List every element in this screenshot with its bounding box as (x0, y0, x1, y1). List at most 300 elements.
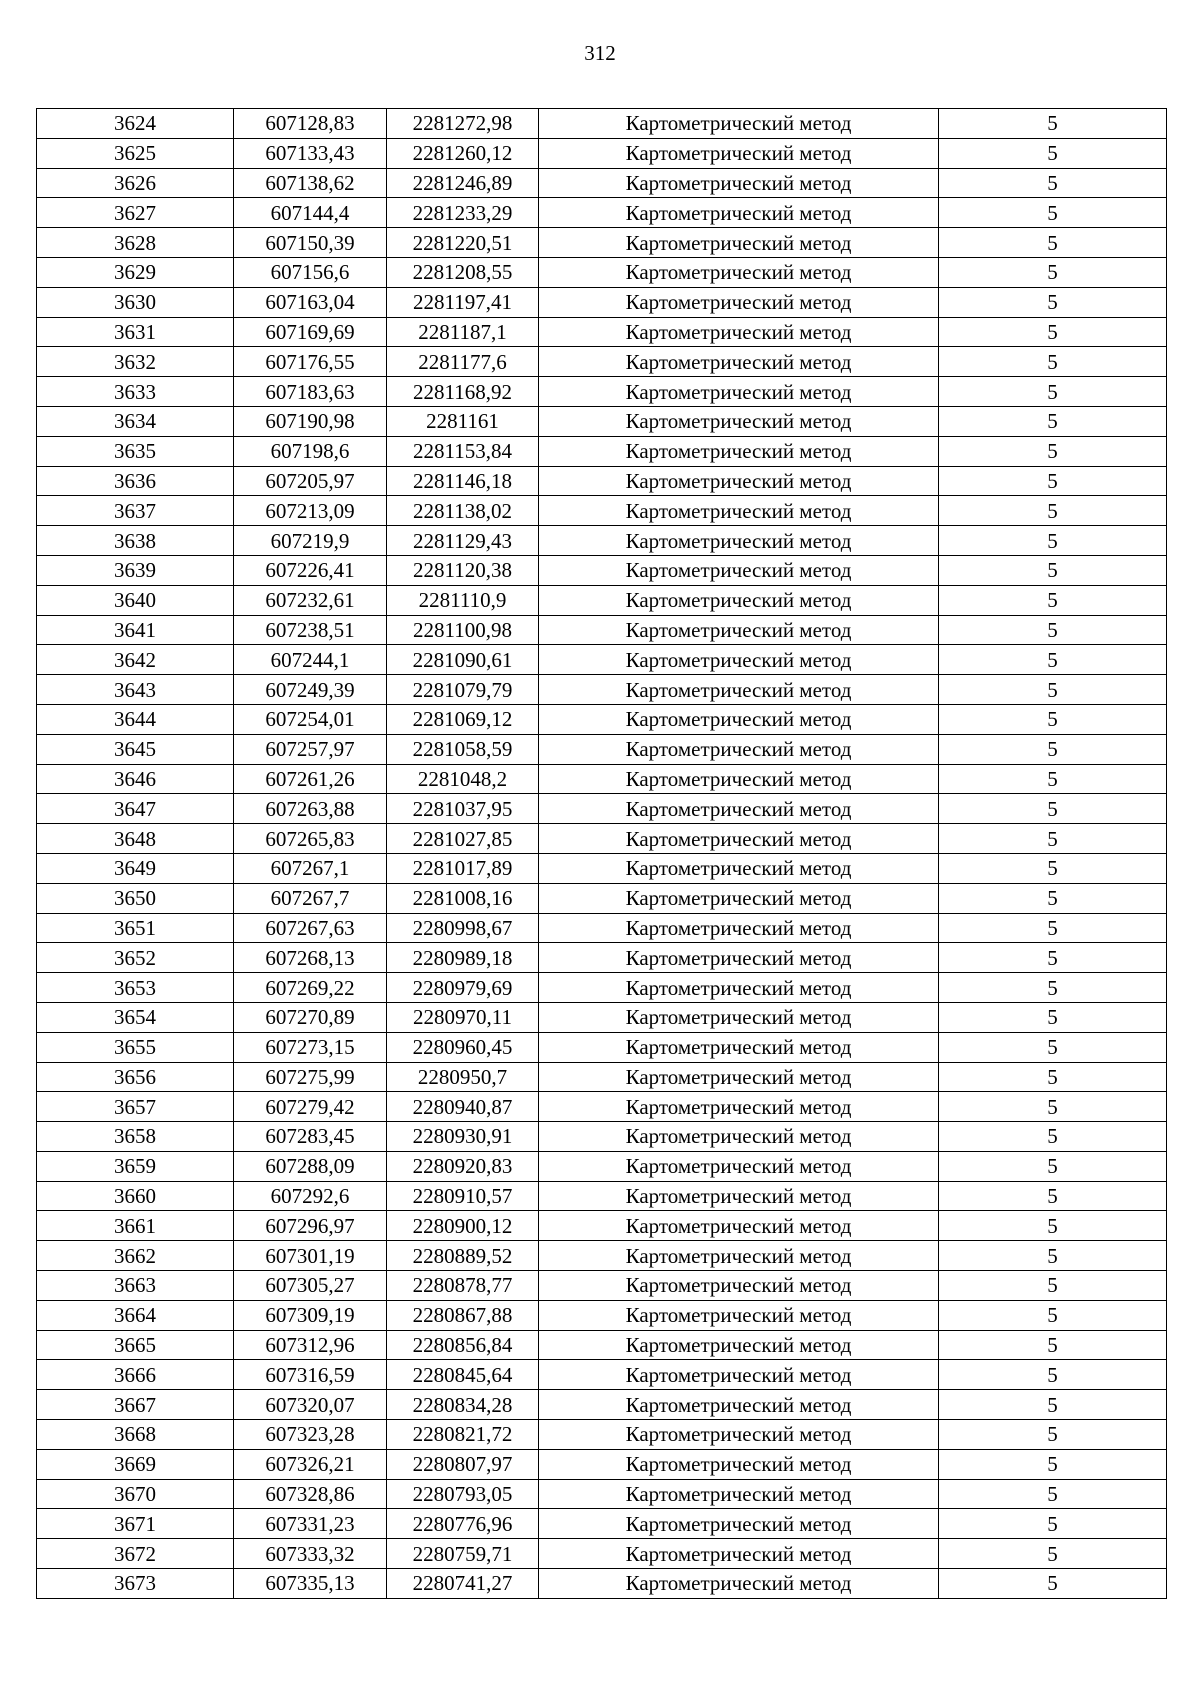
table-row (37, 1062, 1167, 1092)
y-coordinate-cell: 2281069,12 (387, 704, 539, 734)
y-coordinate-cell: 2281058,59 (387, 734, 539, 764)
y-coordinate-cell: 2281146,18 (387, 466, 539, 496)
point-number-cell: 3640 (37, 585, 234, 615)
table-row (37, 1449, 1167, 1479)
y-coordinate-cell: 2280930,91 (387, 1122, 539, 1152)
table-row (37, 317, 1167, 347)
x-coordinate-cell: 607335,13 (234, 1569, 387, 1599)
point-number-cell: 3657 (37, 1092, 234, 1122)
method-cell: Картометрический метод (539, 675, 939, 705)
method-cell: Картометрический метод (539, 615, 939, 645)
table-row (37, 645, 1167, 675)
method-cell: Картометрический метод (539, 109, 939, 139)
x-coordinate-cell: 607320,07 (234, 1390, 387, 1420)
point-number-cell: 3636 (37, 466, 234, 496)
point-number-cell: 3641 (37, 615, 234, 645)
table-row (37, 168, 1167, 198)
table-row (37, 496, 1167, 526)
table-row (37, 526, 1167, 556)
x-coordinate-cell: 607301,19 (234, 1241, 387, 1271)
point-number-cell: 3673 (37, 1569, 234, 1599)
method-cell: Картометрический метод (539, 1509, 939, 1539)
x-coordinate-cell: 607163,04 (234, 287, 387, 317)
y-coordinate-cell: 2280960,45 (387, 1032, 539, 1062)
method-cell: Картометрический метод (539, 883, 939, 913)
point-number-cell: 3627 (37, 198, 234, 228)
y-coordinate-cell: 2280776,96 (387, 1509, 539, 1539)
accuracy-cell: 5 (939, 1002, 1167, 1032)
accuracy-cell: 5 (939, 317, 1167, 347)
point-number-cell: 3666 (37, 1360, 234, 1390)
accuracy-cell: 5 (939, 704, 1167, 734)
accuracy-cell: 5 (939, 406, 1167, 436)
x-coordinate-cell: 607283,45 (234, 1122, 387, 1152)
x-coordinate-cell: 607190,98 (234, 406, 387, 436)
x-coordinate-cell: 607267,7 (234, 883, 387, 913)
x-coordinate-cell: 607249,39 (234, 675, 387, 705)
point-number-cell: 3664 (37, 1300, 234, 1330)
table-row (37, 704, 1167, 734)
point-number-cell: 3669 (37, 1449, 234, 1479)
method-cell: Картометрический метод (539, 496, 939, 526)
accuracy-cell: 5 (939, 1151, 1167, 1181)
table-row (37, 1241, 1167, 1271)
accuracy-cell: 5 (939, 228, 1167, 258)
method-cell: Картометрический метод (539, 555, 939, 585)
point-number-cell: 3660 (37, 1181, 234, 1211)
y-coordinate-cell: 2280856,84 (387, 1330, 539, 1360)
method-cell: Картометрический метод (539, 1330, 939, 1360)
method-cell: Картометрический метод (539, 1211, 939, 1241)
x-coordinate-cell: 607292,6 (234, 1181, 387, 1211)
x-coordinate-cell: 607312,96 (234, 1330, 387, 1360)
method-cell: Картометрический метод (539, 377, 939, 407)
method-cell: Картометрический метод (539, 824, 939, 854)
accuracy-cell: 5 (939, 883, 1167, 913)
table-row (37, 287, 1167, 317)
point-number-cell: 3668 (37, 1420, 234, 1450)
point-number-cell: 3649 (37, 853, 234, 883)
point-number-cell: 3667 (37, 1390, 234, 1420)
x-coordinate-cell: 607261,26 (234, 764, 387, 794)
x-coordinate-cell: 607331,23 (234, 1509, 387, 1539)
accuracy-cell: 5 (939, 1241, 1167, 1271)
point-number-cell: 3628 (37, 228, 234, 258)
point-number-cell: 3650 (37, 883, 234, 913)
y-coordinate-cell: 2281090,61 (387, 645, 539, 675)
y-coordinate-cell: 2280759,71 (387, 1539, 539, 1569)
x-coordinate-cell: 607238,51 (234, 615, 387, 645)
table-row (37, 1390, 1167, 1420)
method-cell: Картометрический метод (539, 1420, 939, 1450)
table-row (37, 347, 1167, 377)
x-coordinate-cell: 607183,63 (234, 377, 387, 407)
accuracy-cell: 5 (939, 138, 1167, 168)
method-cell: Картометрический метод (539, 973, 939, 1003)
table-row (37, 615, 1167, 645)
accuracy-cell: 5 (939, 466, 1167, 496)
x-coordinate-cell: 607232,61 (234, 585, 387, 615)
point-number-cell: 3646 (37, 764, 234, 794)
accuracy-cell: 5 (939, 1569, 1167, 1599)
method-cell: Картометрический метод (539, 1151, 939, 1181)
accuracy-cell: 5 (939, 734, 1167, 764)
y-coordinate-cell: 2280741,27 (387, 1569, 539, 1599)
table-row (37, 1300, 1167, 1330)
x-coordinate-cell: 607309,19 (234, 1300, 387, 1330)
x-coordinate-cell: 607326,21 (234, 1449, 387, 1479)
point-number-cell: 3643 (37, 675, 234, 705)
point-number-cell: 3629 (37, 257, 234, 287)
x-coordinate-cell: 607257,97 (234, 734, 387, 764)
x-coordinate-cell: 607305,27 (234, 1271, 387, 1301)
coordinates-table-body (37, 109, 1167, 1599)
method-cell: Картометрический метод (539, 1122, 939, 1152)
x-coordinate-cell: 607268,13 (234, 943, 387, 973)
point-number-cell: 3632 (37, 347, 234, 377)
accuracy-cell: 5 (939, 1032, 1167, 1062)
point-number-cell: 3659 (37, 1151, 234, 1181)
method-cell: Картометрический метод (539, 1241, 939, 1271)
y-coordinate-cell: 2280900,12 (387, 1211, 539, 1241)
y-coordinate-cell: 2280989,18 (387, 943, 539, 973)
y-coordinate-cell: 2281017,89 (387, 853, 539, 883)
accuracy-cell: 5 (939, 1211, 1167, 1241)
x-coordinate-cell: 607273,15 (234, 1032, 387, 1062)
accuracy-cell: 5 (939, 1330, 1167, 1360)
x-coordinate-cell: 607288,09 (234, 1151, 387, 1181)
method-cell: Картометрический метод (539, 257, 939, 287)
table-row (37, 436, 1167, 466)
y-coordinate-cell: 2281129,43 (387, 526, 539, 556)
table-row (37, 1420, 1167, 1450)
x-coordinate-cell: 607328,86 (234, 1479, 387, 1509)
table-row (37, 585, 1167, 615)
page-number: 312 (584, 41, 616, 65)
table-row (37, 1509, 1167, 1539)
x-coordinate-cell: 607226,41 (234, 555, 387, 585)
method-cell: Картометрический метод (539, 406, 939, 436)
accuracy-cell: 5 (939, 109, 1167, 139)
method-cell: Картометрический метод (539, 1449, 939, 1479)
y-coordinate-cell: 2281220,51 (387, 228, 539, 258)
point-number-cell: 3665 (37, 1330, 234, 1360)
x-coordinate-cell: 607267,63 (234, 913, 387, 943)
y-coordinate-cell: 2280920,83 (387, 1151, 539, 1181)
x-coordinate-cell: 607267,1 (234, 853, 387, 883)
table-row (37, 109, 1167, 139)
x-coordinate-cell: 607138,62 (234, 168, 387, 198)
point-number-cell: 3644 (37, 704, 234, 734)
x-coordinate-cell: 607269,22 (234, 973, 387, 1003)
accuracy-cell: 5 (939, 257, 1167, 287)
method-cell: Картометрический метод (539, 1360, 939, 1390)
accuracy-cell: 5 (939, 198, 1167, 228)
x-coordinate-cell: 607144,4 (234, 198, 387, 228)
x-coordinate-cell: 607254,01 (234, 704, 387, 734)
point-number-cell: 3625 (37, 138, 234, 168)
method-cell: Картометрический метод (539, 168, 939, 198)
point-number-cell: 3633 (37, 377, 234, 407)
table-row (37, 913, 1167, 943)
table-row (37, 943, 1167, 973)
accuracy-cell: 5 (939, 1300, 1167, 1330)
point-number-cell: 3654 (37, 1002, 234, 1032)
table-row (37, 1539, 1167, 1569)
y-coordinate-cell: 2280845,64 (387, 1360, 539, 1390)
table-row (37, 1271, 1167, 1301)
table-row (37, 1122, 1167, 1152)
method-cell: Картометрический метод (539, 1062, 939, 1092)
y-coordinate-cell: 2281233,29 (387, 198, 539, 228)
accuracy-cell: 5 (939, 1062, 1167, 1092)
x-coordinate-cell: 607333,32 (234, 1539, 387, 1569)
accuracy-cell: 5 (939, 853, 1167, 883)
table-row (37, 377, 1167, 407)
x-coordinate-cell: 607205,97 (234, 466, 387, 496)
x-coordinate-cell: 607275,99 (234, 1062, 387, 1092)
table-row (37, 138, 1167, 168)
table-row (37, 1151, 1167, 1181)
method-cell: Картометрический метод (539, 585, 939, 615)
x-coordinate-cell: 607270,89 (234, 1002, 387, 1032)
table-row (37, 555, 1167, 585)
coordinates-table (36, 108, 1167, 1599)
method-cell: Картометрический метод (539, 1092, 939, 1122)
table-row (37, 1002, 1167, 1032)
y-coordinate-cell: 2281120,38 (387, 555, 539, 585)
accuracy-cell: 5 (939, 943, 1167, 973)
table-row (37, 675, 1167, 705)
point-number-cell: 3662 (37, 1241, 234, 1271)
accuracy-cell: 5 (939, 764, 1167, 794)
table-row (37, 1479, 1167, 1509)
method-cell: Картометрический метод (539, 794, 939, 824)
method-cell: Картометрический метод (539, 1539, 939, 1569)
x-coordinate-cell: 607323,28 (234, 1420, 387, 1450)
x-coordinate-cell: 607213,09 (234, 496, 387, 526)
point-number-cell: 3635 (37, 436, 234, 466)
accuracy-cell: 5 (939, 1360, 1167, 1390)
point-number-cell: 3645 (37, 734, 234, 764)
point-number-cell: 3634 (37, 406, 234, 436)
y-coordinate-cell: 2280889,52 (387, 1241, 539, 1271)
accuracy-cell: 5 (939, 436, 1167, 466)
table-row (37, 1360, 1167, 1390)
accuracy-cell: 5 (939, 1449, 1167, 1479)
accuracy-cell: 5 (939, 1271, 1167, 1301)
method-cell: Картометрический метод (539, 645, 939, 675)
y-coordinate-cell: 2281187,1 (387, 317, 539, 347)
accuracy-cell: 5 (939, 1539, 1167, 1569)
y-coordinate-cell: 2281153,84 (387, 436, 539, 466)
y-coordinate-cell: 2280940,87 (387, 1092, 539, 1122)
x-coordinate-cell: 607128,83 (234, 109, 387, 139)
table-row (37, 973, 1167, 1003)
table-row (37, 824, 1167, 854)
method-cell: Картометрический метод (539, 1300, 939, 1330)
point-number-cell: 3631 (37, 317, 234, 347)
method-cell: Картометрический метод (539, 138, 939, 168)
table-row (37, 228, 1167, 258)
point-number-cell: 3648 (37, 824, 234, 854)
method-cell: Картометрический метод (539, 704, 939, 734)
y-coordinate-cell: 2281138,02 (387, 496, 539, 526)
point-number-cell: 3642 (37, 645, 234, 675)
accuracy-cell: 5 (939, 1092, 1167, 1122)
x-coordinate-cell: 607169,69 (234, 317, 387, 347)
y-coordinate-cell: 2281008,16 (387, 883, 539, 913)
y-coordinate-cell: 2280821,72 (387, 1420, 539, 1450)
y-coordinate-cell: 2281161 (387, 406, 539, 436)
method-cell: Картометрический метод (539, 1479, 939, 1509)
table-row (37, 764, 1167, 794)
accuracy-cell: 5 (939, 585, 1167, 615)
accuracy-cell: 5 (939, 168, 1167, 198)
accuracy-cell: 5 (939, 287, 1167, 317)
accuracy-cell: 5 (939, 1420, 1167, 1450)
method-cell: Картометрический метод (539, 1390, 939, 1420)
x-coordinate-cell: 607296,97 (234, 1211, 387, 1241)
point-number-cell: 3652 (37, 943, 234, 973)
table-row (37, 198, 1167, 228)
table-row (37, 466, 1167, 496)
y-coordinate-cell: 2281197,41 (387, 287, 539, 317)
method-cell: Картометрический метод (539, 228, 939, 258)
x-coordinate-cell: 607198,6 (234, 436, 387, 466)
y-coordinate-cell: 2281272,98 (387, 109, 539, 139)
accuracy-cell: 5 (939, 526, 1167, 556)
x-coordinate-cell: 607133,43 (234, 138, 387, 168)
method-cell: Картометрический метод (539, 1002, 939, 1032)
y-coordinate-cell: 2280970,11 (387, 1002, 539, 1032)
table-row (37, 1211, 1167, 1241)
y-coordinate-cell: 2281208,55 (387, 257, 539, 287)
y-coordinate-cell: 2281048,2 (387, 764, 539, 794)
method-cell: Картометрический метод (539, 853, 939, 883)
table-row (37, 1330, 1167, 1360)
accuracy-cell: 5 (939, 555, 1167, 585)
y-coordinate-cell: 2280998,67 (387, 913, 539, 943)
table-row (37, 1032, 1167, 1062)
method-cell: Картометрический метод (539, 436, 939, 466)
point-number-cell: 3637 (37, 496, 234, 526)
accuracy-cell: 5 (939, 645, 1167, 675)
y-coordinate-cell: 2281110,9 (387, 585, 539, 615)
method-cell: Картометрический метод (539, 1271, 939, 1301)
y-coordinate-cell: 2280807,97 (387, 1449, 539, 1479)
table-row (37, 883, 1167, 913)
point-number-cell: 3639 (37, 555, 234, 585)
point-number-cell: 3626 (37, 168, 234, 198)
point-number-cell: 3670 (37, 1479, 234, 1509)
point-number-cell: 3653 (37, 973, 234, 1003)
y-coordinate-cell: 2281079,79 (387, 675, 539, 705)
y-coordinate-cell: 2280979,69 (387, 973, 539, 1003)
method-cell: Картометрический метод (539, 287, 939, 317)
accuracy-cell: 5 (939, 1390, 1167, 1420)
accuracy-cell: 5 (939, 1479, 1167, 1509)
y-coordinate-cell: 2280867,88 (387, 1300, 539, 1330)
x-coordinate-cell: 607156,6 (234, 257, 387, 287)
point-number-cell: 3672 (37, 1539, 234, 1569)
y-coordinate-cell: 2281027,85 (387, 824, 539, 854)
x-coordinate-cell: 607219,9 (234, 526, 387, 556)
table-row (37, 794, 1167, 824)
y-coordinate-cell: 2280910,57 (387, 1181, 539, 1211)
y-coordinate-cell: 2281260,12 (387, 138, 539, 168)
accuracy-cell: 5 (939, 496, 1167, 526)
method-cell: Картометрический метод (539, 943, 939, 973)
method-cell: Картометрический метод (539, 913, 939, 943)
method-cell: Картометрический метод (539, 1569, 939, 1599)
table-row (37, 1092, 1167, 1122)
point-number-cell: 3671 (37, 1509, 234, 1539)
method-cell: Картометрический метод (539, 1032, 939, 1062)
y-coordinate-cell: 2280793,05 (387, 1479, 539, 1509)
accuracy-cell: 5 (939, 1122, 1167, 1152)
accuracy-cell: 5 (939, 973, 1167, 1003)
method-cell: Картометрический метод (539, 466, 939, 496)
y-coordinate-cell: 2280950,7 (387, 1062, 539, 1092)
method-cell: Картометрический метод (539, 1181, 939, 1211)
method-cell: Картометрический метод (539, 734, 939, 764)
accuracy-cell: 5 (939, 615, 1167, 645)
accuracy-cell: 5 (939, 794, 1167, 824)
y-coordinate-cell: 2280834,28 (387, 1390, 539, 1420)
table-row (37, 1569, 1167, 1599)
y-coordinate-cell: 2281177,6 (387, 347, 539, 377)
x-coordinate-cell: 607316,59 (234, 1360, 387, 1390)
y-coordinate-cell: 2281168,92 (387, 377, 539, 407)
table-row (37, 853, 1167, 883)
point-number-cell: 3656 (37, 1062, 234, 1092)
method-cell: Картометрический метод (539, 764, 939, 794)
point-number-cell: 3655 (37, 1032, 234, 1062)
accuracy-cell: 5 (939, 913, 1167, 943)
x-coordinate-cell: 607176,55 (234, 347, 387, 377)
accuracy-cell: 5 (939, 824, 1167, 854)
accuracy-cell: 5 (939, 377, 1167, 407)
accuracy-cell: 5 (939, 675, 1167, 705)
point-number-cell: 3638 (37, 526, 234, 556)
table-row (37, 1181, 1167, 1211)
point-number-cell: 3658 (37, 1122, 234, 1152)
y-coordinate-cell: 2280878,77 (387, 1271, 539, 1301)
x-coordinate-cell: 607244,1 (234, 645, 387, 675)
point-number-cell: 3663 (37, 1271, 234, 1301)
y-coordinate-cell: 2281246,89 (387, 168, 539, 198)
x-coordinate-cell: 607150,39 (234, 228, 387, 258)
x-coordinate-cell: 607265,83 (234, 824, 387, 854)
x-coordinate-cell: 607263,88 (234, 794, 387, 824)
point-number-cell: 3630 (37, 287, 234, 317)
point-number-cell: 3624 (37, 109, 234, 139)
accuracy-cell: 5 (939, 1181, 1167, 1211)
table-row (37, 734, 1167, 764)
accuracy-cell: 5 (939, 1509, 1167, 1539)
y-coordinate-cell: 2281037,95 (387, 794, 539, 824)
method-cell: Картометрический метод (539, 198, 939, 228)
table-row (37, 406, 1167, 436)
method-cell: Картометрический метод (539, 347, 939, 377)
y-coordinate-cell: 2281100,98 (387, 615, 539, 645)
point-number-cell: 3647 (37, 794, 234, 824)
accuracy-cell: 5 (939, 347, 1167, 377)
point-number-cell: 3651 (37, 913, 234, 943)
method-cell: Картометрический метод (539, 526, 939, 556)
table-row (37, 257, 1167, 287)
